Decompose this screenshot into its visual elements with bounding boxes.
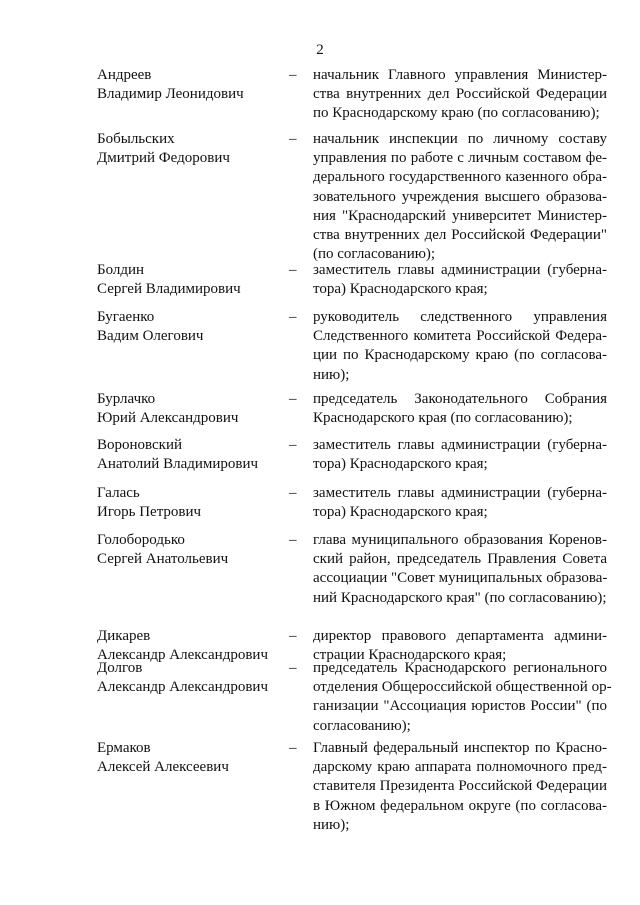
member-dash: – — [289, 131, 297, 147]
member-role-line: Краснодарского края (по согласованию); — [313, 410, 573, 427]
member-surname: Бобыльских — [97, 131, 175, 147]
member-surname: Галась — [97, 485, 140, 501]
member-surname: Ермаков — [97, 740, 151, 756]
member-role-line: заместитель главы администрации (губерна- — [313, 485, 607, 501]
member-name — [97, 130, 282, 168]
member-role-line: тора) Краснодарского края; — [313, 456, 488, 473]
member-role-line: тора) Краснодарского края; — [313, 281, 488, 298]
member-surname: Голобородько — [97, 532, 185, 548]
member-role — [313, 739, 607, 835]
member-role — [313, 659, 612, 736]
member-dash: – — [289, 262, 297, 278]
member-dash: – — [289, 660, 297, 676]
member-name — [97, 390, 282, 428]
member-name — [97, 739, 282, 777]
member-role-line: Следственного комитета Российской Федера- — [313, 328, 607, 345]
member-role-line: руководитель следственного управления — [313, 309, 607, 325]
member-surname: Долгов — [97, 660, 143, 676]
member-given-names: Дмитрий Федорович — [97, 150, 230, 167]
member-role-line: нию); — [313, 816, 350, 833]
member-surname: Болдин — [97, 262, 145, 278]
member-role-line: тора) Краснодарского края; — [313, 504, 488, 521]
member-dash: – — [289, 485, 297, 501]
member-dash: – — [289, 67, 297, 83]
member-role — [313, 436, 607, 474]
member-name — [97, 308, 282, 346]
member-role-line: страции Краснодарского края; — [313, 647, 507, 664]
member-role-line: глава муниципального образования Коренов- — [313, 532, 607, 548]
member-role-line: (по согласованию); — [313, 246, 436, 263]
member-role-line: по Краснодарскому краю (по согласованию); — [313, 105, 600, 122]
member-name — [97, 484, 282, 522]
member-role-line: отделения Общероссийской общественной ор- — [313, 679, 612, 696]
member-role-line: председатель Законодательного Собрания — [313, 391, 607, 407]
member-role-line: управления по работе с личным составом фе- — [313, 150, 607, 167]
member-surname: Дикарев — [97, 628, 151, 644]
member-surname: Андреев — [97, 67, 152, 83]
member-dash: – — [289, 309, 297, 325]
member-given-names: Игорь Петрович — [97, 504, 202, 521]
member-given-names: Александр Александрович — [97, 679, 268, 696]
member-given-names: Сергей Владимирович — [97, 281, 241, 298]
member-given-names: Анатолий Владимирович — [97, 456, 259, 473]
member-given-names: Сергей Анатольевич — [97, 551, 229, 568]
member-role-line: ний Краснодарского края" (по согласованию); — [313, 589, 607, 606]
member-given-names: Вадим Олегович — [97, 328, 204, 345]
member-role-line: нию); — [313, 366, 350, 383]
member-role-line: согласованию); — [313, 717, 411, 734]
member-role-line: начальник Главного управления Министер- — [313, 67, 607, 83]
member-role-line: дарскому краю аппарата полномочного пред- — [313, 759, 607, 776]
member-role-line: председатель Краснодарского регионального — [313, 660, 607, 676]
member-surname: Бугаенко — [97, 309, 155, 325]
member-role — [313, 308, 607, 385]
member-name — [97, 66, 282, 104]
member-given-names: Владимир Леонидович — [97, 86, 244, 103]
member-given-names: Алексей Алексеевич — [97, 759, 229, 776]
member-role-line: Главный федеральный инспектор по Красно- — [313, 740, 607, 756]
member-dash: – — [289, 740, 297, 756]
member-given-names: Александр Александрович — [97, 647, 268, 664]
member-name — [97, 531, 282, 569]
member-role-line: начальник инспекции по личному составу — [313, 131, 607, 147]
member-role — [313, 531, 607, 608]
member-role-line: в Южном федеральном округе (по согласова- — [313, 797, 607, 814]
member-role — [313, 390, 607, 428]
member-role-line: ства внутренних дел Российской Федерации — [313, 86, 607, 103]
member-role-line: заместитель главы администрации (губерна- — [313, 437, 607, 453]
member-role — [313, 130, 607, 264]
member-role — [313, 261, 607, 299]
member-role-line: дерального государственного казенного обра- — [313, 169, 607, 186]
member-name — [97, 261, 282, 299]
member-role-line: ставителя Президента Российской Федерации — [313, 778, 607, 795]
member-surname: Бурлачко — [97, 391, 156, 407]
member-role-line: ния "Краснодарский университет Министер- — [313, 207, 607, 224]
member-role-line: ассоциации "Совет муниципальных образова- — [313, 570, 608, 587]
member-role-line: заместитель главы администрации (губерна- — [313, 262, 607, 278]
member-role-line: ский район, председатель Правления Совета — [313, 551, 607, 568]
member-given-names: Юрий Александрович — [97, 410, 239, 427]
member-role-line: ства внутренних дел Российской Федерации" — [313, 227, 607, 244]
member-role-line: ции по Краснодарскому краю (по согласова- — [313, 347, 607, 364]
member-role — [313, 484, 607, 522]
member-dash: – — [289, 532, 297, 548]
member-role-line: зовательного учреждения высшего образова- — [313, 188, 607, 205]
member-dash: – — [289, 628, 297, 644]
member-role — [313, 66, 607, 124]
member-dash: – — [289, 391, 297, 407]
member-dash: – — [289, 437, 297, 453]
member-role-line: ганизации "Ассоциация юристов России" (по — [313, 698, 607, 715]
member-name — [97, 659, 282, 697]
member-name — [97, 436, 282, 474]
member-role-line: директор правового департамента админи- — [313, 628, 607, 644]
page-number: 2 — [316, 42, 324, 58]
member-surname: Вороновский — [97, 437, 183, 453]
